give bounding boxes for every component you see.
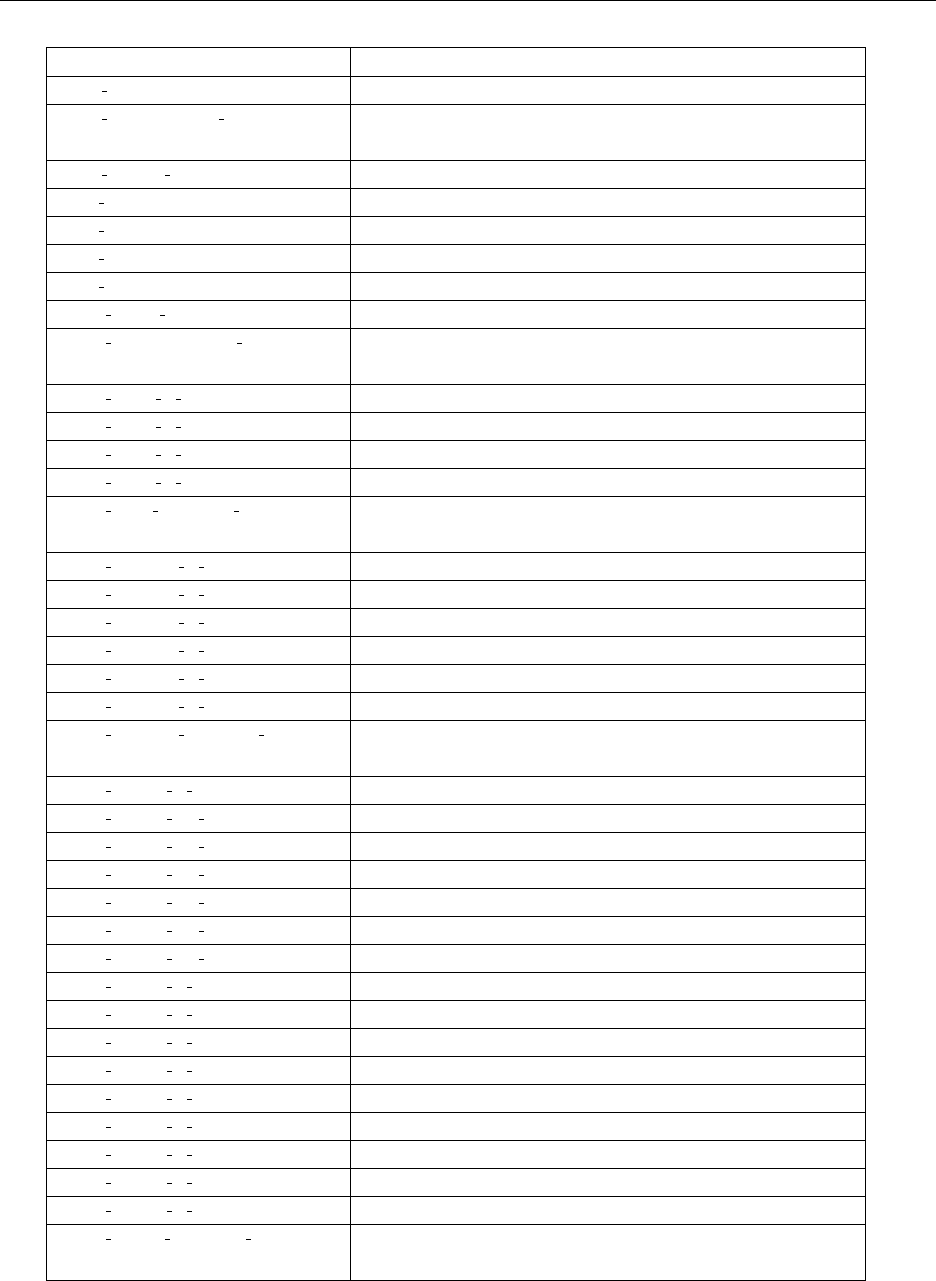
cell-left bbox=[47, 245, 351, 273]
underscore-mark bbox=[179, 707, 184, 708]
underscore-mark bbox=[102, 175, 107, 176]
cell-left bbox=[47, 273, 351, 301]
table-row bbox=[47, 1085, 866, 1113]
underscore-mark bbox=[179, 735, 184, 736]
cell-left bbox=[47, 497, 351, 553]
underscore-mark bbox=[199, 651, 204, 652]
cell-right bbox=[351, 1057, 866, 1085]
underscore-mark bbox=[106, 1099, 111, 1100]
cell-left bbox=[47, 329, 351, 385]
underscore-mark bbox=[179, 595, 184, 596]
underscore-mark bbox=[106, 735, 111, 736]
underscore-mark bbox=[167, 1043, 172, 1044]
cell-right bbox=[351, 833, 866, 861]
table-row bbox=[47, 385, 866, 413]
cell-right bbox=[351, 441, 866, 469]
underscore-mark bbox=[106, 343, 111, 344]
cell-left bbox=[47, 1197, 351, 1225]
table-row bbox=[47, 889, 866, 917]
underscore-mark bbox=[106, 511, 111, 512]
underscore-mark bbox=[199, 959, 204, 960]
table-row bbox=[47, 217, 866, 245]
underscore-mark bbox=[106, 1239, 111, 1240]
cell-right bbox=[351, 1141, 866, 1169]
cell-right bbox=[351, 1085, 866, 1113]
underscore-mark bbox=[165, 1239, 170, 1240]
cell-right bbox=[351, 861, 866, 889]
cell-left bbox=[47, 581, 351, 609]
underscore-mark bbox=[106, 567, 111, 568]
underscore-mark bbox=[102, 119, 107, 120]
table-row bbox=[47, 609, 866, 637]
underscore-mark bbox=[106, 1211, 111, 1212]
underscore-mark bbox=[199, 623, 204, 624]
table-row bbox=[47, 301, 866, 329]
underscore-mark bbox=[102, 91, 107, 92]
underscore-mark bbox=[237, 343, 242, 344]
cell-left bbox=[47, 161, 351, 189]
underscore-mark bbox=[199, 903, 204, 904]
cell-left bbox=[47, 1141, 351, 1169]
table-row bbox=[47, 413, 866, 441]
underscore-mark bbox=[106, 819, 111, 820]
cell-left bbox=[47, 105, 351, 161]
table-row bbox=[47, 1225, 866, 1281]
cell-right bbox=[351, 77, 866, 105]
table-row bbox=[47, 581, 866, 609]
cell-right bbox=[351, 553, 866, 581]
cell-right bbox=[351, 189, 866, 217]
underscore-mark bbox=[106, 1183, 111, 1184]
underscore-mark bbox=[179, 679, 184, 680]
cell-right bbox=[351, 1197, 866, 1225]
cell-left bbox=[47, 553, 351, 581]
underscore-mark bbox=[156, 483, 161, 484]
table-row bbox=[47, 833, 866, 861]
underscore-mark bbox=[167, 987, 172, 988]
cell-right bbox=[351, 469, 866, 497]
underscore-mark bbox=[156, 399, 161, 400]
underscore-mark bbox=[106, 1043, 111, 1044]
underscore-mark bbox=[106, 679, 111, 680]
underscore-mark bbox=[106, 399, 111, 400]
table-row bbox=[47, 469, 866, 497]
cell-left bbox=[47, 189, 351, 217]
cell-right bbox=[351, 497, 866, 553]
cell-right bbox=[351, 48, 866, 77]
cell-right bbox=[351, 413, 866, 441]
underscore-mark bbox=[187, 1155, 192, 1156]
table-row bbox=[47, 693, 866, 721]
underscore-mark bbox=[187, 1127, 192, 1128]
table-row bbox=[47, 721, 866, 777]
cell-right bbox=[351, 245, 866, 273]
cell-left bbox=[47, 1113, 351, 1141]
cell-left bbox=[47, 301, 351, 329]
underscore-mark bbox=[106, 791, 111, 792]
cell-left bbox=[47, 469, 351, 497]
underscore-mark bbox=[176, 455, 181, 456]
cell-right bbox=[351, 889, 866, 917]
underscore-mark bbox=[106, 931, 111, 932]
cell-left bbox=[47, 889, 351, 917]
table-body bbox=[47, 48, 866, 1281]
cell-left bbox=[47, 413, 351, 441]
cell-left bbox=[47, 441, 351, 469]
underscore-mark bbox=[187, 1015, 192, 1016]
cell-left bbox=[47, 1057, 351, 1085]
underscore-mark bbox=[187, 1183, 192, 1184]
cell-right bbox=[351, 301, 866, 329]
cell-left bbox=[47, 1001, 351, 1029]
cell-left bbox=[47, 973, 351, 1001]
cell-right bbox=[351, 973, 866, 1001]
underscore-mark bbox=[179, 623, 184, 624]
underscore-mark bbox=[106, 1015, 111, 1016]
underscore-mark bbox=[167, 931, 172, 932]
underscore-mark bbox=[199, 595, 204, 596]
underscore-mark bbox=[246, 1239, 251, 1240]
cell-left bbox=[47, 917, 351, 945]
underscore-mark bbox=[167, 1211, 172, 1212]
cell-left bbox=[47, 693, 351, 721]
cell-left bbox=[47, 217, 351, 245]
cell-right bbox=[351, 1029, 866, 1057]
underscore-mark bbox=[187, 1071, 192, 1072]
cell-right bbox=[351, 329, 866, 385]
underscore-mark bbox=[179, 651, 184, 652]
table-row bbox=[47, 553, 866, 581]
cell-left bbox=[47, 805, 351, 833]
underscore-mark bbox=[167, 1015, 172, 1016]
underscore-mark bbox=[106, 903, 111, 904]
table-row bbox=[47, 77, 866, 105]
table-row bbox=[47, 665, 866, 693]
table-row bbox=[47, 777, 866, 805]
underscore-mark bbox=[106, 455, 111, 456]
table-row bbox=[47, 1197, 866, 1225]
cell-right bbox=[351, 273, 866, 301]
cell-left bbox=[47, 637, 351, 665]
underscore-mark bbox=[219, 119, 224, 120]
table-row bbox=[47, 973, 866, 1001]
underscore-mark bbox=[187, 1043, 192, 1044]
underscore-mark bbox=[106, 707, 111, 708]
cell-right bbox=[351, 609, 866, 637]
table-row bbox=[47, 441, 866, 469]
underscore-mark bbox=[160, 315, 165, 316]
underscore-mark bbox=[167, 847, 172, 848]
cell-left bbox=[47, 609, 351, 637]
underscore-mark bbox=[199, 931, 204, 932]
cell-right bbox=[351, 1225, 866, 1281]
underscore-mark bbox=[106, 1127, 111, 1128]
cell-left bbox=[47, 833, 351, 861]
underscore-mark bbox=[179, 567, 184, 568]
underscore-mark bbox=[167, 1183, 172, 1184]
underscore-mark bbox=[199, 707, 204, 708]
top-rule bbox=[0, 0, 936, 1]
table-row bbox=[47, 1169, 866, 1197]
table-row bbox=[47, 945, 866, 973]
cell-right bbox=[351, 805, 866, 833]
underscore-mark bbox=[176, 399, 181, 400]
cell-right bbox=[351, 945, 866, 973]
table-row bbox=[47, 1141, 866, 1169]
cell-left bbox=[47, 945, 351, 973]
underscore-mark bbox=[167, 1071, 172, 1072]
cell-left bbox=[47, 77, 351, 105]
table-row bbox=[47, 1057, 866, 1085]
underscore-mark bbox=[259, 735, 264, 736]
underscore-mark bbox=[187, 1211, 192, 1212]
underscore-mark bbox=[106, 315, 111, 316]
underscore-mark bbox=[106, 427, 111, 428]
underscore-mark bbox=[106, 483, 111, 484]
table-row bbox=[47, 917, 866, 945]
table-row bbox=[47, 637, 866, 665]
cell-right bbox=[351, 1001, 866, 1029]
cell-right bbox=[351, 1169, 866, 1197]
underscore-mark bbox=[106, 847, 111, 848]
underscore-mark bbox=[234, 511, 239, 512]
underscore-mark bbox=[187, 1099, 192, 1100]
underscore-mark bbox=[199, 567, 204, 568]
underscore-mark bbox=[167, 959, 172, 960]
cell-left bbox=[47, 665, 351, 693]
underscore-mark bbox=[167, 903, 172, 904]
cell-right bbox=[351, 777, 866, 805]
underscore-mark bbox=[199, 679, 204, 680]
cell-left bbox=[47, 777, 351, 805]
cell-right bbox=[351, 917, 866, 945]
underscore-mark bbox=[106, 875, 111, 876]
underscore-mark bbox=[167, 875, 172, 876]
underscore-mark bbox=[176, 427, 181, 428]
table-row bbox=[47, 1113, 866, 1141]
underscore-mark bbox=[106, 623, 111, 624]
cell-left bbox=[47, 385, 351, 413]
cell-left bbox=[47, 1029, 351, 1057]
underscore-mark bbox=[176, 483, 181, 484]
cell-right bbox=[351, 1113, 866, 1141]
underscore-mark bbox=[106, 987, 111, 988]
underscore-mark bbox=[187, 791, 192, 792]
table-row bbox=[47, 273, 866, 301]
cell-left bbox=[47, 1085, 351, 1113]
underscore-mark bbox=[99, 203, 104, 204]
underscore-mark bbox=[167, 791, 172, 792]
table-header-row bbox=[47, 48, 866, 77]
cell-right bbox=[351, 105, 866, 161]
underscore-mark bbox=[167, 1155, 172, 1156]
cell-left bbox=[47, 861, 351, 889]
table-row bbox=[47, 805, 866, 833]
underscore-mark bbox=[106, 959, 111, 960]
underscore-mark bbox=[99, 287, 104, 288]
underscore-mark bbox=[165, 175, 170, 176]
cell-left bbox=[47, 48, 351, 77]
cell-right bbox=[351, 385, 866, 413]
cell-left bbox=[47, 1169, 351, 1197]
cell-left bbox=[47, 1225, 351, 1281]
underscore-mark bbox=[106, 1155, 111, 1156]
table-row bbox=[47, 497, 866, 553]
table-row bbox=[47, 1001, 866, 1029]
cell-right bbox=[351, 161, 866, 189]
underscore-mark bbox=[99, 231, 104, 232]
table-row bbox=[47, 329, 866, 385]
table-row bbox=[47, 161, 866, 189]
underscore-mark bbox=[99, 259, 104, 260]
cell-right bbox=[351, 217, 866, 245]
underscore-mark bbox=[167, 819, 172, 820]
cell-right bbox=[351, 637, 866, 665]
underscore-mark bbox=[199, 875, 204, 876]
cell-right bbox=[351, 693, 866, 721]
underscore-mark bbox=[199, 819, 204, 820]
table-row bbox=[47, 105, 866, 161]
underscore-mark bbox=[156, 455, 161, 456]
cell-right bbox=[351, 721, 866, 777]
document-table bbox=[46, 47, 866, 1281]
underscore-mark bbox=[106, 1071, 111, 1072]
underscore-mark bbox=[106, 651, 111, 652]
cell-left bbox=[47, 721, 351, 777]
underscore-mark bbox=[156, 427, 161, 428]
underscore-mark bbox=[106, 595, 111, 596]
underscore-mark bbox=[167, 1127, 172, 1128]
underscore-mark bbox=[153, 511, 158, 512]
underscore-mark bbox=[167, 1099, 172, 1100]
cell-right bbox=[351, 665, 866, 693]
table-row bbox=[47, 861, 866, 889]
table-row bbox=[47, 245, 866, 273]
table-row bbox=[47, 1029, 866, 1057]
underscore-mark bbox=[199, 847, 204, 848]
cell-right bbox=[351, 581, 866, 609]
underscore-mark bbox=[187, 987, 192, 988]
table-row bbox=[47, 189, 866, 217]
